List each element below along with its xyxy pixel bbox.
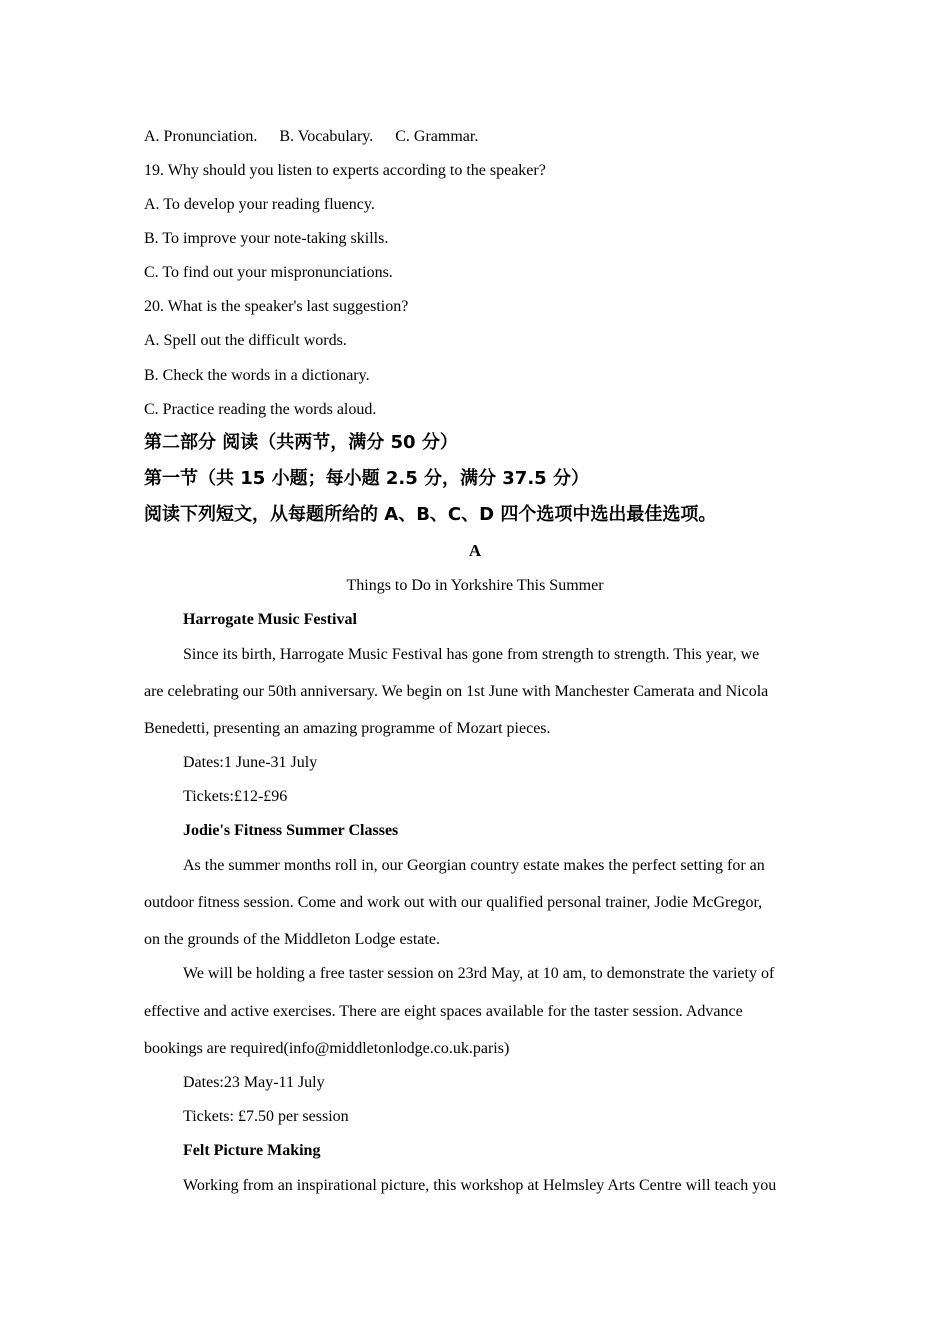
jodie-tickets: Tickets: £7.50 per session bbox=[183, 1108, 349, 1125]
q20-option-b: B. Check the words in a dictionary. bbox=[144, 367, 370, 384]
harrogate-dates: Dates:1 June-31 July bbox=[183, 754, 318, 771]
section1-title: 第一节（共 15 小题；每小题 2.5 分，满分 37.5 分） bbox=[144, 468, 589, 489]
part2-title: 第二部分 阅读（共两节，满分 50 分） bbox=[144, 432, 458, 453]
q19-option-c: C. To find out your mispronunciations. bbox=[144, 264, 393, 281]
reading-instruction: 阅读下列短文，从每题所给的 A、B、C、D 四个选项中选出最佳选项。 bbox=[144, 504, 717, 525]
harrogate-heading: Harrogate Music Festival bbox=[183, 611, 357, 628]
q20-question: 20. What is the speaker's last suggestion? bbox=[144, 298, 409, 315]
harrogate-tickets: Tickets:£12-£96 bbox=[183, 788, 288, 805]
q19-option-b: B. To improve your note-taking skills. bbox=[144, 230, 389, 247]
jodie-p2-line-1: We will be holding a free taster session on 23rd May, at 10 am, to demonstrate the variety of bbox=[183, 965, 775, 982]
jodie-p1-line-3: on the grounds of the Middleton Lodge estate. bbox=[144, 931, 440, 948]
q19-question: 19. Why should you listen to experts according to the speaker? bbox=[144, 162, 546, 179]
harrogate-line-1: Since its birth, Harrogate Music Festival has gone from strength to strength. This year, we bbox=[183, 646, 760, 663]
q18-option-b: B. Vocabulary. bbox=[279, 128, 374, 145]
harrogate-line-3: Benedetti, presenting an amazing programme of Mozart pieces. bbox=[144, 720, 551, 737]
passage-letter: A bbox=[468, 541, 482, 560]
jodie-dates: Dates:23 May-11 July bbox=[183, 1074, 325, 1091]
passage-title: Things to Do in Yorkshire This Summer bbox=[346, 577, 604, 594]
q19-option-a: A. To develop your reading fluency. bbox=[144, 196, 375, 213]
jodie-p1-line-1: As the summer months roll in, our Georgian country estate makes the perfect setting for an bbox=[183, 857, 765, 874]
jodie-heading: Jodie's Fitness Summer Classes bbox=[183, 822, 399, 839]
q18-options bbox=[144, 127, 478, 147]
q18-option-a: A. Pronunciation. bbox=[144, 128, 258, 145]
q20-option-a: A. Spell out the difficult words. bbox=[144, 332, 347, 349]
jodie-p2-line-3: bookings are required(info@middletonlodge.co.uk.paris) bbox=[144, 1040, 510, 1057]
q18-option-c: C. Grammar. bbox=[395, 128, 479, 145]
jodie-p1-line-2: outdoor fitness session. Come and work out with our qualified personal trainer, Jodie McGregor, bbox=[144, 894, 763, 911]
felt-line-1: Working from an inspirational picture, this workshop at Helmsley Arts Centre will teach you bbox=[183, 1177, 777, 1194]
harrogate-line-2: are celebrating our 50th anniversary. We begin on 1st June with Manchester Camerata and Nicola bbox=[144, 683, 769, 700]
q20-option-c: C. Practice reading the words aloud. bbox=[144, 401, 377, 418]
felt-heading: Felt Picture Making bbox=[183, 1142, 321, 1159]
jodie-p2-line-2: effective and active exercises. There are eight spaces available for the taster session. Advance bbox=[144, 1003, 743, 1020]
